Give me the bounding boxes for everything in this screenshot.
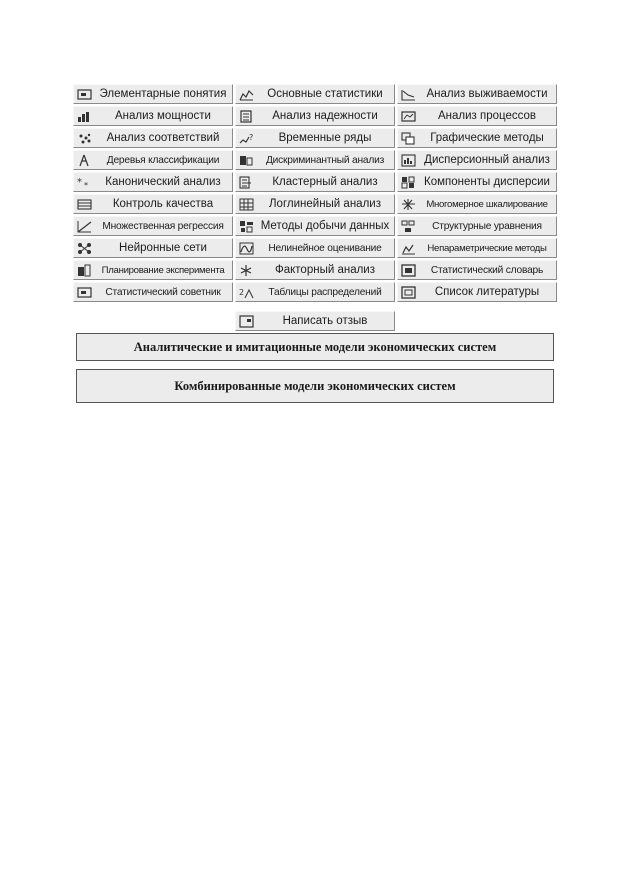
topic-button-label: Нейронные сети xyxy=(119,242,207,254)
topic-button-22[interactable] xyxy=(73,238,233,258)
topic-button-6[interactable] xyxy=(397,106,557,126)
topic-button-16[interactable] xyxy=(73,194,233,214)
topic-button-4[interactable] xyxy=(73,106,233,126)
topic-button-label: Анализ процессов xyxy=(437,110,537,122)
topic-button-label: Дисперсионный анализ xyxy=(424,154,550,166)
topic-button-8[interactable] xyxy=(235,128,395,148)
topic-button-19[interactable] xyxy=(73,216,233,236)
feedback-icon xyxy=(238,314,255,328)
topic-button-label: Элементарные понятия xyxy=(99,88,227,100)
topic-button-2[interactable] xyxy=(235,84,395,104)
structural-equations-icon xyxy=(400,219,417,233)
experiment-design-icon xyxy=(76,263,93,277)
process-analysis-icon xyxy=(400,109,417,123)
svg-text:?: ? xyxy=(249,132,254,142)
topic-button-24[interactable] xyxy=(397,238,557,258)
topic-button-13[interactable] xyxy=(73,172,233,192)
topic-button-label: Таблицы распределений xyxy=(268,286,382,298)
topic-button-10[interactable] xyxy=(73,150,233,170)
topic-button-label: Множественная регрессия xyxy=(102,220,224,232)
topic-button-9[interactable] xyxy=(397,128,557,148)
topic-button-label: Кластерный анализ xyxy=(272,176,378,188)
discriminant-icon xyxy=(238,153,255,167)
topic-button-27[interactable] xyxy=(397,260,557,280)
topic-button-12[interactable] xyxy=(397,150,557,170)
topic-button-label: Планирование эксперимента xyxy=(101,264,225,276)
topics-button-grid xyxy=(73,83,557,303)
graphics-icon xyxy=(400,131,417,145)
topic-button-label: Дискриминантный анализ xyxy=(265,154,385,166)
cluster-icon xyxy=(238,175,255,189)
nonlinear-icon xyxy=(238,241,255,255)
topic-button-label: Деревья классификации xyxy=(106,154,220,166)
topic-button-14[interactable] xyxy=(235,172,395,192)
topic-button-label: Анализ выживаемости xyxy=(426,88,548,100)
data-mining-icon xyxy=(238,219,255,233)
topic-button-label: Анализ надежности xyxy=(272,110,378,122)
topic-button-label: Многомерное шкалирование xyxy=(426,198,548,210)
topic-button-11[interactable] xyxy=(235,150,395,170)
topic-button-label: Нелинейное оценивание xyxy=(268,242,382,254)
write-feedback-button[interactable] xyxy=(235,311,395,331)
topic-button-7[interactable] xyxy=(73,128,233,148)
loglinear-icon xyxy=(238,197,255,211)
svg-text:*: * xyxy=(77,176,82,188)
feedback-row xyxy=(235,310,395,331)
bibliography-icon xyxy=(400,285,417,299)
analytic-simulation-models-button[interactable]: Аналитические и имитационные модели экономических систем xyxy=(76,333,554,361)
svg-text:*: * xyxy=(84,180,88,189)
variance-components-icon xyxy=(400,175,417,189)
topic-button-26[interactable] xyxy=(235,260,395,280)
reliability-icon xyxy=(238,109,255,123)
factor-analysis-icon xyxy=(238,263,255,277)
dictionary-icon xyxy=(400,263,417,277)
topic-button-label: Статистический словарь xyxy=(430,264,544,276)
topic-button-5[interactable] xyxy=(235,106,395,126)
topic-button-label: Список литературы xyxy=(434,286,540,298)
topic-button-label: Факторный анализ xyxy=(274,264,375,276)
topic-button-23[interactable] xyxy=(235,238,395,258)
basic-statistics-icon xyxy=(238,87,255,101)
nonparametric-icon xyxy=(400,241,417,255)
topic-button-label: Основные статистики xyxy=(267,88,383,100)
survival-analysis-icon xyxy=(400,87,417,101)
correspondence-icon xyxy=(76,131,93,145)
topic-button-1[interactable] xyxy=(73,84,233,104)
time-series-icon xyxy=(238,131,255,145)
topic-button-28[interactable] xyxy=(73,282,233,302)
topic-button-30[interactable] xyxy=(397,282,557,302)
classification-tree-icon xyxy=(76,153,93,167)
topic-button-20[interactable] xyxy=(235,216,395,236)
topic-button-25[interactable] xyxy=(73,260,233,280)
topic-button-label: Временные ряды xyxy=(278,132,372,144)
topic-button-label: Структурные уравнения xyxy=(432,220,542,232)
topic-button-15[interactable] xyxy=(397,172,557,192)
topic-button-label: Графические методы xyxy=(430,132,544,144)
topic-button-3[interactable] xyxy=(397,84,557,104)
topic-button-label: Логлинейный анализ xyxy=(269,198,381,210)
write-feedback-label: Написать отзыв xyxy=(282,315,368,327)
advisor-icon xyxy=(76,285,93,299)
quality-control-icon xyxy=(76,197,93,211)
topic-button-21[interactable] xyxy=(397,216,557,236)
topic-button-label: Компоненты дисперсии xyxy=(424,176,550,188)
anova-icon xyxy=(400,153,417,167)
topic-button-label: Анализ соответствий xyxy=(106,132,220,144)
power-analysis-icon xyxy=(76,109,93,123)
regression-icon xyxy=(76,219,93,233)
topic-button-label: Статистический советник xyxy=(105,286,221,298)
scaling-icon xyxy=(400,197,417,211)
topic-button-label: Канонический анализ xyxy=(105,176,221,188)
basic-concepts-icon xyxy=(76,87,93,101)
topic-button-17[interactable] xyxy=(235,194,395,214)
topic-button-label: Методы добычи данных xyxy=(260,220,390,232)
svg-text:2: 2 xyxy=(239,287,245,297)
combined-models-button[interactable]: Комбинированные модели экономических систем xyxy=(76,369,554,403)
topic-button-label: Контроль качества xyxy=(112,198,214,210)
neural-network-icon xyxy=(76,241,93,255)
topic-button-label: Непараметрические методы xyxy=(427,242,547,254)
topic-button-29[interactable] xyxy=(235,282,395,302)
topic-button-label: Анализ мощности xyxy=(115,110,211,122)
distribution-tables-icon xyxy=(238,285,255,299)
canonical-icon xyxy=(76,175,93,189)
topic-button-18[interactable] xyxy=(397,194,557,214)
